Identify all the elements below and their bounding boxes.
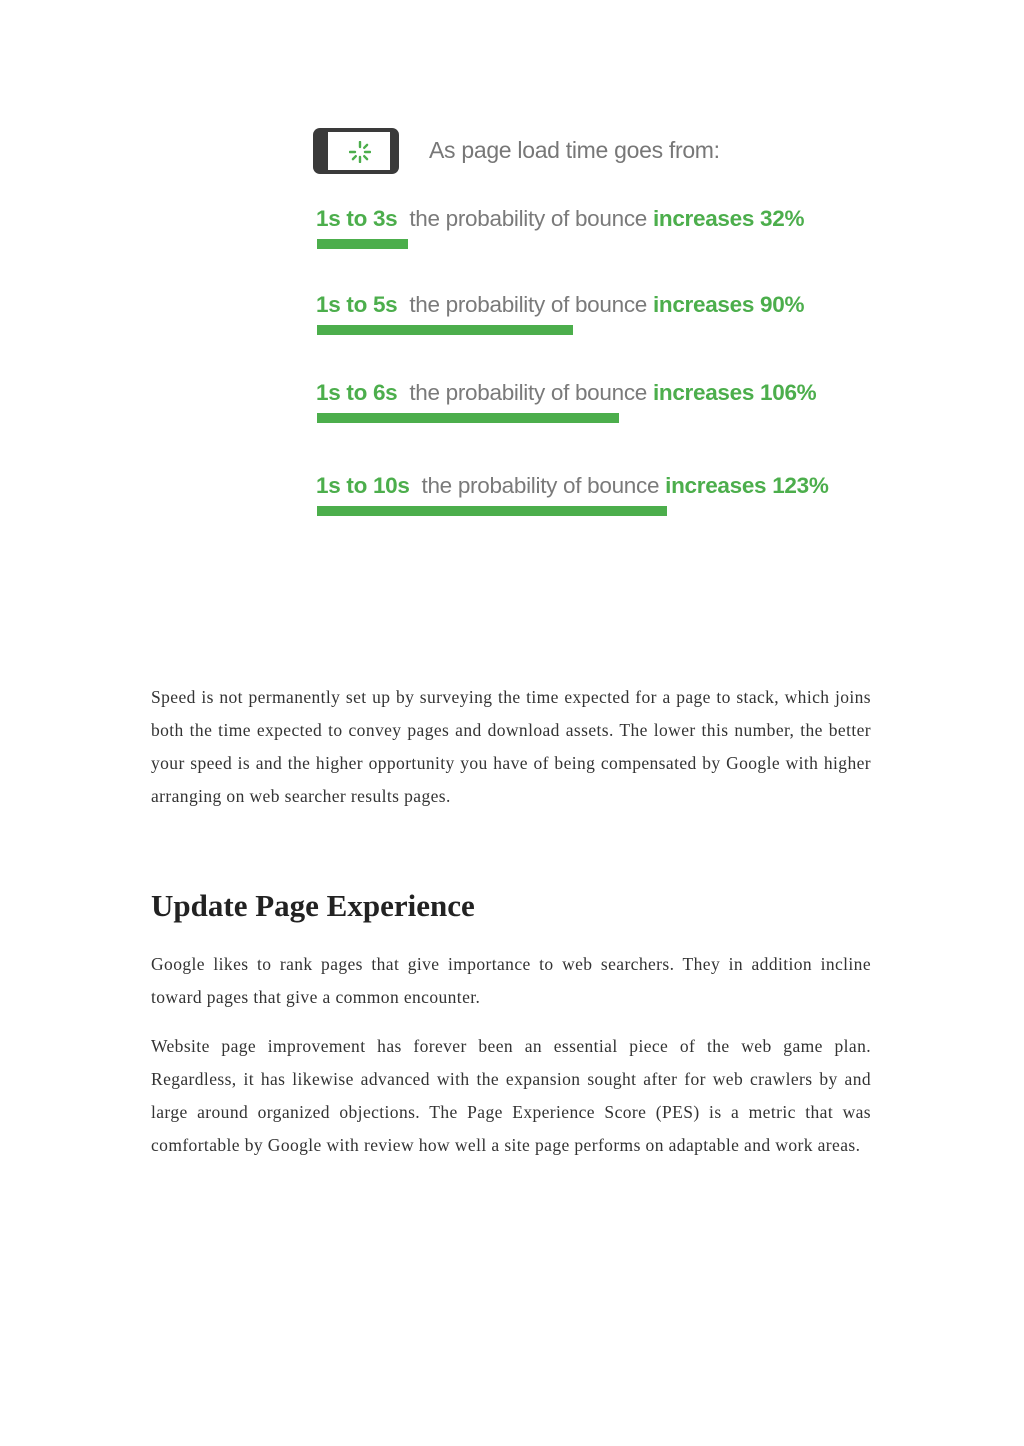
stat-range: 1s to 10s	[316, 473, 410, 498]
stat-bar	[317, 506, 667, 516]
stat-bar	[317, 413, 619, 423]
stat-row	[316, 473, 886, 533]
stat-description: the probability of bounce	[409, 206, 647, 231]
infographic-headline: As page load time goes from:	[429, 137, 720, 163]
stat-bar	[317, 325, 573, 335]
stat-description: the probability of bounce	[409, 292, 647, 317]
body-paragraph: Google likes to rank pages that give importance to web searchers. They in addition incline toward pages that give a common encounter.	[151, 954, 871, 1007]
stat-bar	[317, 239, 408, 249]
stat-description: the probability of bounce	[421, 473, 660, 498]
stat-increase: increases 123%	[665, 473, 829, 498]
section-heading: Update Page Experience	[151, 888, 475, 923]
stat-row	[316, 292, 886, 352]
body-paragraph: Website page improvement has forever been an essential piece of the web game plan. Regardless, it has likewise advanced with the expansion sought after for web crawlers by and large around organized objections. The Page Experience Score (PES) is a metric that was comfortable by Google with review how well a site page performs on adaptable and work areas.	[151, 1036, 871, 1155]
stat-range: 1s to 5s	[316, 292, 398, 317]
bounce-rate-infographic	[300, 120, 890, 540]
stat-increase: increases 32%	[652, 206, 805, 231]
stat-description: the probability of bounce	[409, 380, 647, 405]
stat-increase: increases 106%	[652, 380, 817, 405]
phone-icon	[313, 128, 399, 174]
intro-paragraph: Speed is not permanently set up by surveying the time expected for a page to stack, which joins both the time expected to convey pages and download assets. The lower this number, the better your speed is and the higher opportunity you have of being compensated by Google with higher arranging on web searcher results pages.	[151, 687, 871, 806]
stat-row	[316, 206, 886, 266]
stat-row	[316, 380, 886, 440]
stat-range: 1s to 3s	[316, 206, 398, 231]
stat-increase: increases 90%	[652, 292, 805, 317]
stat-range: 1s to 6s	[316, 380, 398, 405]
loading-spinner-icon	[349, 141, 371, 163]
